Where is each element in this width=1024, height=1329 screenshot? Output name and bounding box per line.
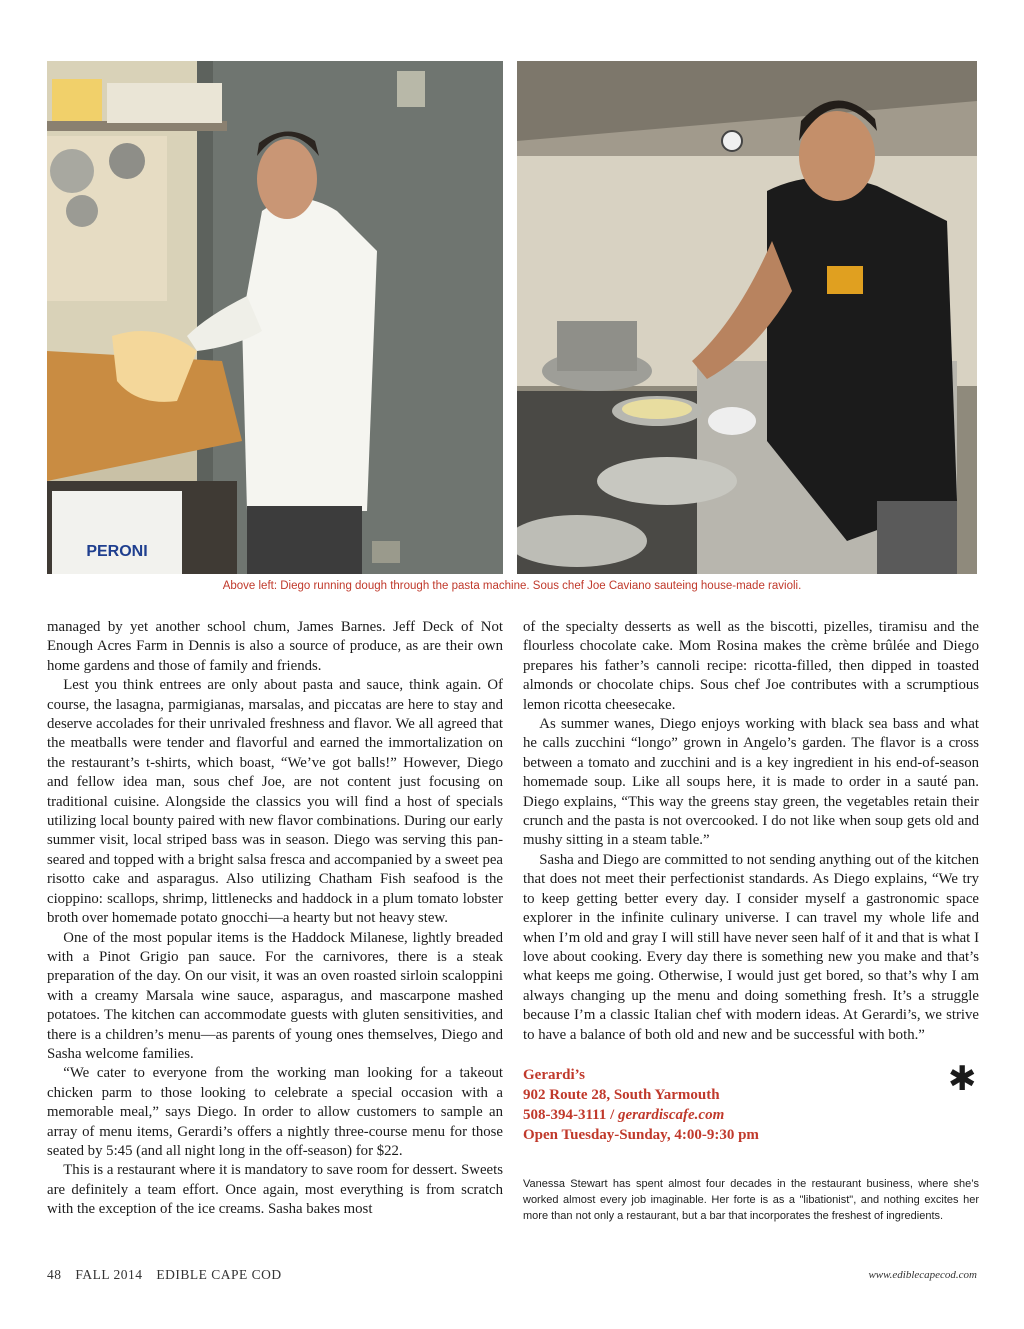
author-bio: Vanessa Stewart has spent almost four decades in the restaurant business, where she’s worked almost every job imaginable. Her forte is as a "libationist", and nothing excites her more than not only a restaurant, but a bar that incorporates the freshest of ingredients. [523, 1178, 979, 1222]
issue-label: FALL 2014 [75, 1267, 143, 1282]
paragraph: This is a restaurant where it is mandatory to save room for dessert. Sweets are definitely a team effort. Once again, most everything is from scratch with the exception of the ice creams. Sasha bakes most [47, 1162, 503, 1218]
column-left [47, 618, 503, 1220]
publication-name: EDIBLE CAPE COD [156, 1267, 282, 1282]
paragraph: As summer wanes, Diego enjoys working with black sea bass and what he calls zucchini “longo” grown in Angelo’s garden. The flavor is a cross between a tomato and zucchini and is a key ingredient in his end-of-season homemade soup. Like all soups here, it is made to order in a sauté pan. Diego explains, “This way the greens stay green, the vegetables retain their crunch and the pasta is not overcooked. I do not like when soup gets old and mushy sitting in a steam table.” [523, 716, 979, 849]
footer-url[interactable]: www.ediblecapecod.com [868, 1269, 977, 1281]
photo-joe-sauteing [517, 61, 977, 574]
photo-caption: Above left: Diego running dough through the pasta machine. Sous chef Joe Caviano sauteing house-made ravioli. [222, 580, 802, 592]
paragraph: One of the most popular items is the Haddock Milanese, lightly breaded with a Pinot Grigio pan sauce. For the carnivores, there is a steak preparation of the day. On our visit, it was an oven roasted sirloin scaloppini with a creamy Marsala wine sauce, asparagus, and mascarpone mashed potatoes. The kitchen can accommodate guests with gluten sensitivities, and there is a children’s menu—as parents of young ones themselves, Diego and Sasha welcome families. [47, 929, 503, 1062]
page-number: 48 [47, 1267, 62, 1282]
box-label: PERONI [86, 543, 148, 560]
footer-left [47, 1267, 292, 1283]
paragraph: “We cater to everyone from the working man looking for a takeout chicken parm to those looking to celebrate a special occasion with a memorable meal,” says Diego. In order to allow customers to sample an array of menu items, Gerardi’s offers a nightly three-course menu for those seated by 5:45 (and all night long in the off-season) for $22. [47, 1065, 503, 1159]
restaurant-info [523, 1065, 979, 1145]
restaurant-website-link[interactable]: gerardiscafe.com [618, 1106, 725, 1123]
column-right [523, 618, 979, 1145]
restaurant-contact [523, 1105, 979, 1125]
restaurant-hours: Open Tuesday-Sunday, 4:00-9:30 pm [523, 1126, 759, 1143]
restaurant-address: 902 Route 28, South Yarmouth [523, 1086, 720, 1103]
end-mark-icon: ✱ [948, 1059, 977, 1099]
paragraph: Lest you think entrees are only about pasta and sauce, think again. Of course, the lasagna, parmigianas, marsalas, and piccatas are here to stay and deserve accolades for their unrivaled freshness and flavor. We all agreed that the meatballs were tender and flavorful and earned the immortalization on the restaurant’s t-shirts, which boast, “We’ve got balls!” However, Diego and fellow idea man, sous chef Joe, are not content just focusing on traditional cuisine. Alongside the classics you will find a host of specials utilizing local bounty paired with new flavor combinations. During our early summer visit, local striped bass was in season. Diego was serving this pan-seared and topped with a bright salsa fresca and accompanied by a sweet pea risotto cake and asparagus. Also utilizing Chatham Fish seafood is the cioppino: scallops, shrimp, littlenecks and haddock in a plum tomato lobster broth over homemade potato gnocchi—a hearty but not heavy stew. [47, 677, 503, 927]
restaurant-name: Gerardi’s [523, 1066, 585, 1083]
paragraph: of the specialty desserts as well as the biscotti, pizelles, tiramisu and the flourless chocolate cake. Mom Rosina makes the crème brûlée and Diego prepares his father’s cannoli recipe: ricotta-filled, then dipped in toasted almonds or chocolate chips. Sous chef Joe contributes with a scrumptious lemon ricotta cheesecake. [523, 619, 979, 713]
paragraph: managed by yet another school chum, James Barnes. Jeff Deck of Not Enough Acres Farm in Dennis is also a source of produce, as are their own home gardens and those of family and friends. [47, 619, 503, 674]
paragraph: Sasha and Diego are committed to not sending anything out of the kitchen that does not meet their perfectionist standards. As Diego explains, “We try to keep getting better every day. I consider myself a gastronomic space explorer in the infinite culinary universe. I can travel my whole life and when I’m old and gray I will still have never seen half of it and that is what I love about cooking. Every day there is something new you make and that’s what keeps me going. Otherwise, I would just get bored, so that’s why I am always changing up the menu and doing something fresh. It’s a struggle because I’m a classic Italian chef with modern ideas. At Gerardi’s, we strive to have a balance of both old and new and be successful with both.” [523, 851, 979, 1043]
restaurant-phone: 508-394-3111 / [523, 1106, 615, 1123]
photo-diego-pasta [47, 61, 503, 574]
